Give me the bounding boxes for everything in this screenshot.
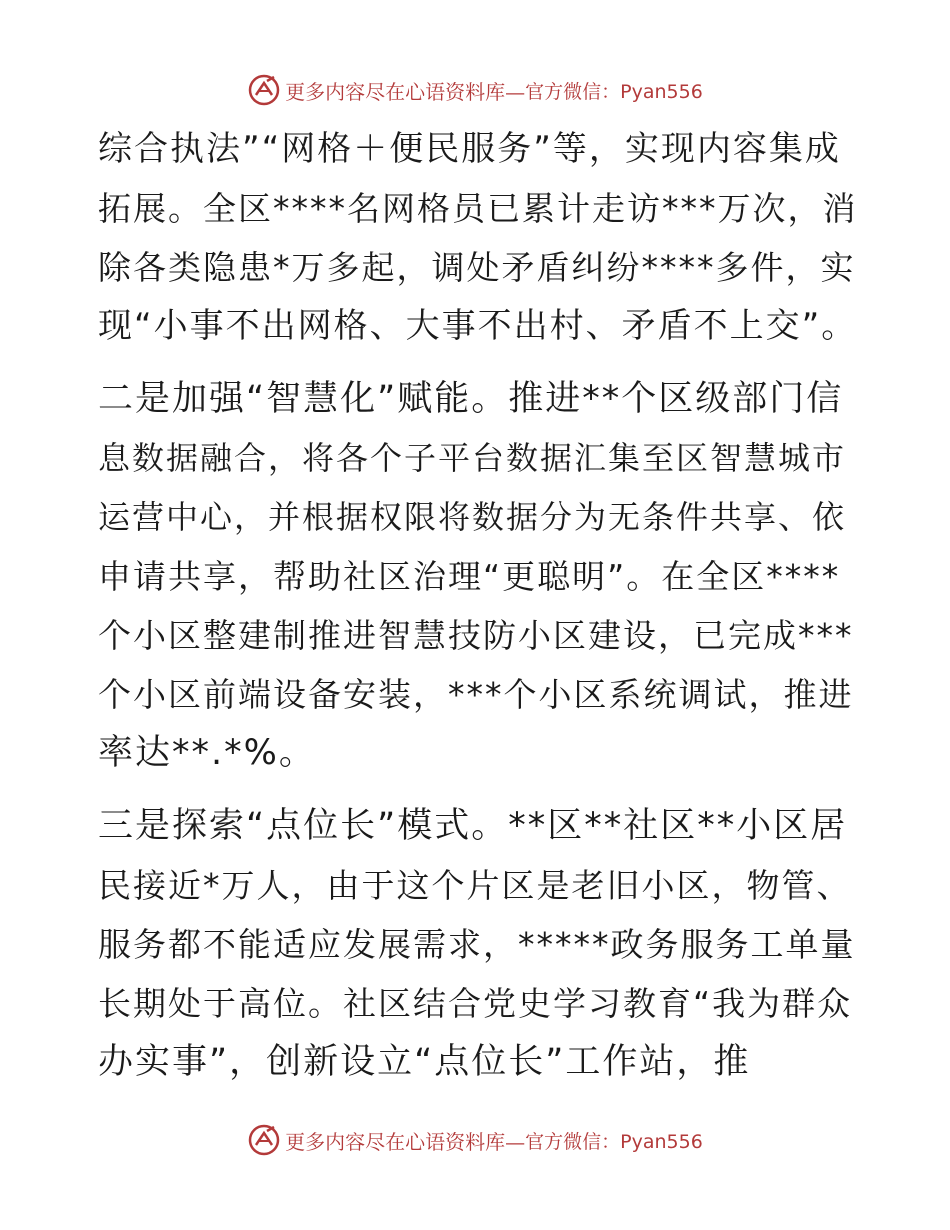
text-line: 二是加强“智慧化”赋能。推进**个区级部门信 bbox=[98, 379, 844, 419]
text-line: 拓展。全区****名网格员已累计走访***万次，消 bbox=[98, 189, 858, 228]
seal-logo-icon bbox=[247, 73, 281, 107]
header-watermark-banner bbox=[0, 70, 950, 110]
text-line: 服务都不能适应发展需求，*****政务服务工单量 bbox=[98, 925, 856, 964]
text-line: 运营中心，并根据权限将数据分为无条件共享、依 bbox=[98, 498, 847, 536]
text-line: 息数据融合，将各个子平台数据汇集至区智慧城市 bbox=[98, 439, 847, 477]
text-line: 三是探索“点位长”模式。**区**社区**小区居 bbox=[98, 806, 848, 846]
banner-text-cn: 更多内容尽在心语资料库— bbox=[285, 1129, 526, 1154]
banner-text-cn: 更多内容尽在心语资料库— bbox=[285, 79, 526, 104]
banner-text-wechat: 官方微信：Pyan556 bbox=[525, 80, 703, 103]
seal-logo-icon bbox=[247, 1123, 281, 1157]
document-body bbox=[98, 120, 858, 1092]
text-line: 个小区前端设备安装，***个小区系统调试，推进 bbox=[98, 675, 854, 714]
text-line: 现“小事不出网格、大事不出村、矛盾不上交”。 bbox=[98, 306, 858, 346]
text-line: 民接近*万人，由于这个片区是老旧小区，物管、 bbox=[98, 866, 852, 905]
text-line: 长期处于高位。社区结合党史学习教育“我为群众 bbox=[98, 984, 853, 1023]
text-line: 综合执法”“网格＋便民服务”等，实现内容集成 bbox=[98, 129, 841, 169]
banner-text-wechat: 官方微信：Pyan556 bbox=[525, 1130, 703, 1153]
text-line: 申请共享，帮助社区治理“更聪明”。在全区**** bbox=[98, 557, 841, 596]
text-line: 办实事”，创新设立“点位长”工作站，推 bbox=[98, 1042, 751, 1082]
text-line: 除各类隐患*万多起，调处矛盾纠纷****多件，实 bbox=[98, 248, 856, 287]
text-line: 率达**.*%。 bbox=[98, 733, 316, 773]
footer-watermark-banner bbox=[0, 1120, 950, 1160]
text-line: 个小区整建制推进智慧技防小区建设，已完成*** bbox=[98, 616, 854, 655]
